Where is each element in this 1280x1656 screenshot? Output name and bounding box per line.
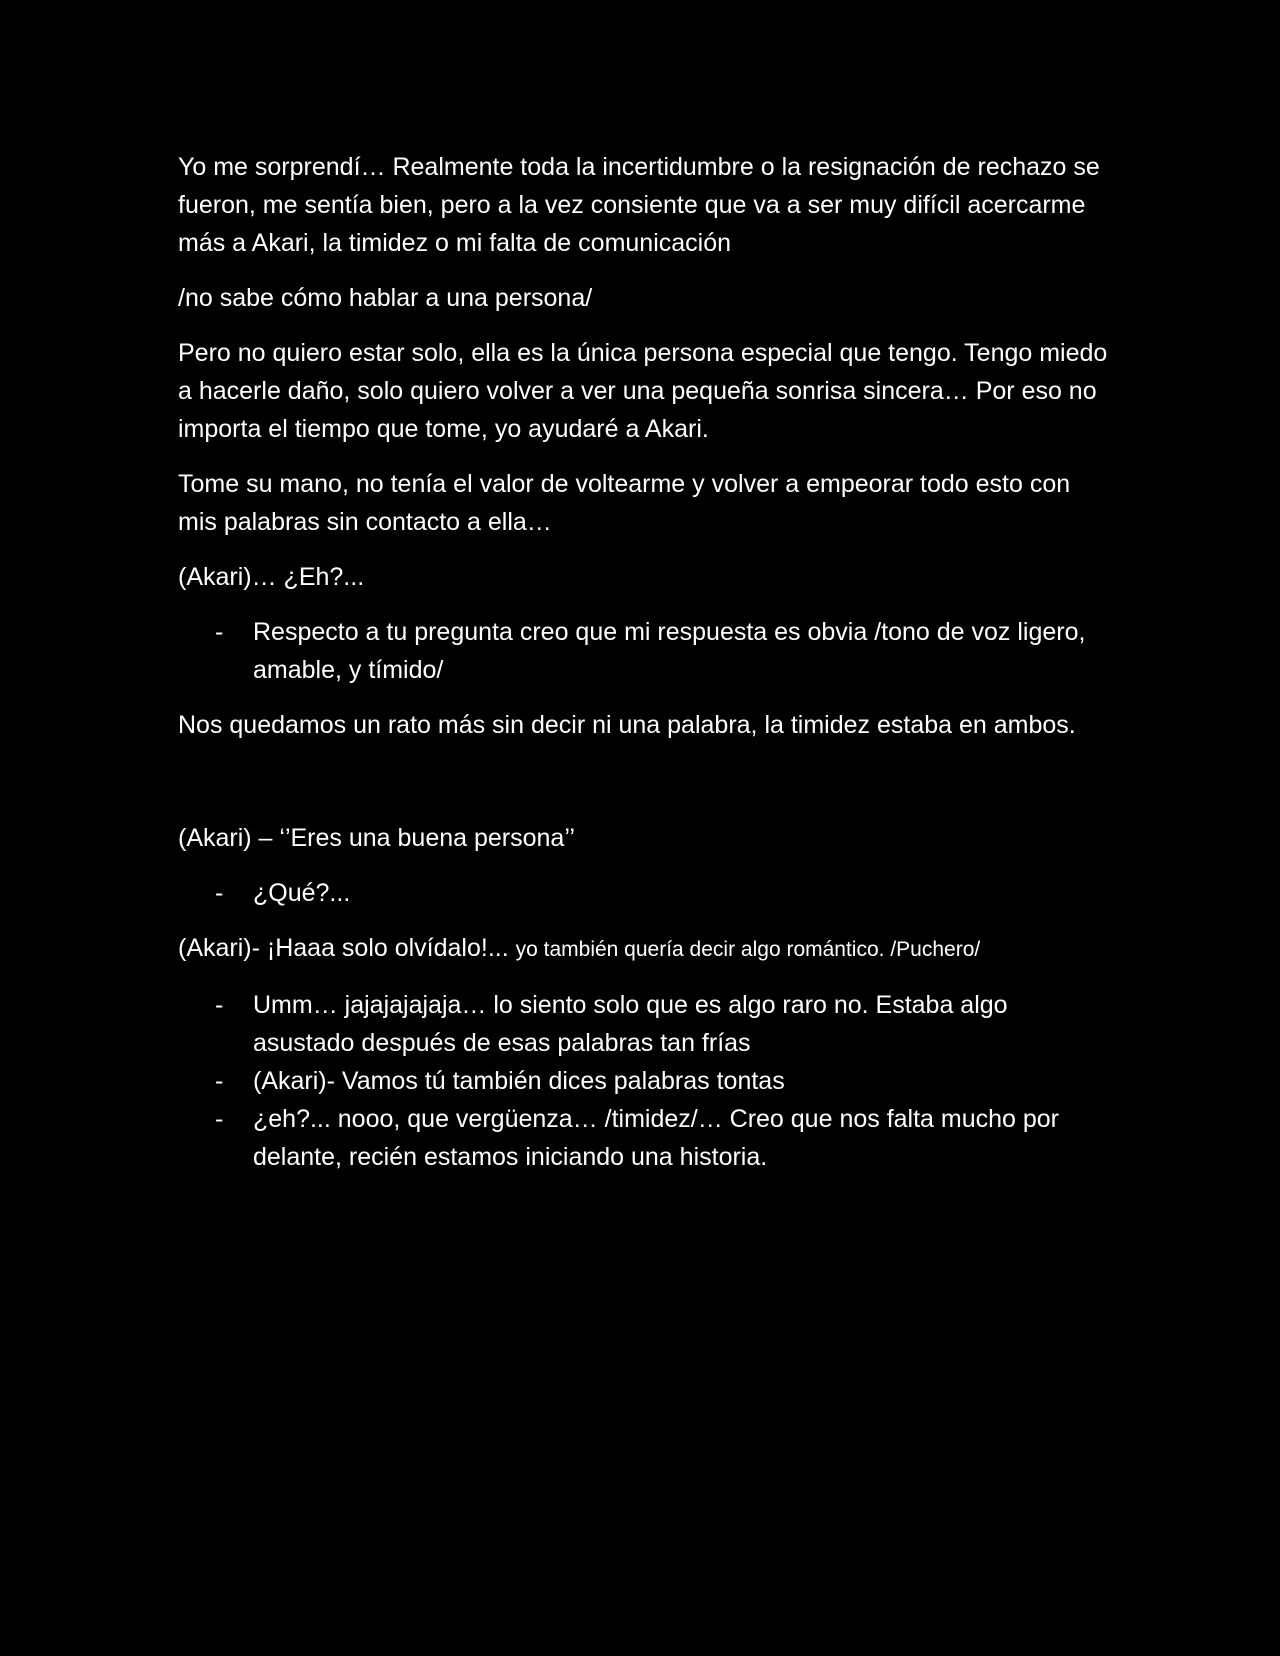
paragraph-1: Yo me sorprendí… Realmente toda la incertidumbre o la resignación de rechazo se fueron, me sentía bien, pero a la vez consiente que va a ser muy difícil acercarme más a Akari, la timidez o mi falta de comunicación	[178, 153, 1100, 257]
bullet-list-2	[178, 874, 1108, 912]
paragraph-2: /no sabe cómo hablar a una persona/	[178, 284, 593, 312]
bullet-list-3	[178, 986, 1108, 1176]
bullet-dash: -	[215, 879, 224, 907]
document-page	[178, 148, 1108, 1193]
paragraph-6: Nos quedamos un rato más sin decir ni una palabra, la timidez estaba en ambos.	[178, 711, 1076, 739]
bullet-dash: -	[215, 618, 224, 646]
paragraph-4: Tome su mano, no tenía el valor de voltearme y volver a empeorar todo esto con mis palabras sin contacto a ella…	[178, 470, 1071, 536]
bullet-dash: -	[215, 1105, 224, 1133]
paragraph-7: (Akari) – ‘’Eres una buena persona’’	[178, 824, 575, 852]
list-item	[178, 613, 1108, 689]
list-item-text: ¿Qué?...	[253, 879, 351, 907]
paragraph-8	[178, 929, 1108, 969]
bullet-dash: -	[215, 991, 224, 1019]
list-item-text: Umm… jajajajajaja… lo siento solo que es algo raro no. Estaba algo asustado después de esas palabras tan frías	[253, 991, 1008, 1057]
list-item	[178, 874, 1108, 912]
paragraph-3: Pero no quiero estar solo, ella es la única persona especial que tengo. Tengo miedo a hacerle daño, solo quiero volver a ver una pequeña sonrisa sincera… Por eso no importa el tiempo que tome, yo ayudaré a Akari.	[178, 339, 1108, 443]
list-item	[178, 1062, 1108, 1100]
paragraph-8-main: (Akari)- ¡Haaa solo olvídalo!...	[178, 934, 516, 962]
list-item-text: ¿eh?... nooo, que vergüenza… /timidez/… Creo que nos falta mucho por delante, recién estamos iniciando una historia.	[253, 1105, 1060, 1171]
list-item	[178, 986, 1108, 1062]
list-item-text: (Akari)- Vamos tú también dices palabras tontas	[253, 1067, 785, 1095]
blank-line	[178, 761, 1108, 819]
bullet-list-1	[178, 613, 1108, 689]
bullet-dash: -	[215, 1067, 224, 1095]
paragraph-8-small: yo también quería decir algo romántico. /Puchero/	[515, 938, 981, 961]
list-item	[178, 1100, 1108, 1176]
paragraph-5: (Akari)… ¿Eh?...	[178, 563, 365, 591]
list-item-text: Respecto a tu pregunta creo que mi respuesta es obvia /tono de voz ligero, amable, y tímido/	[253, 618, 1086, 684]
